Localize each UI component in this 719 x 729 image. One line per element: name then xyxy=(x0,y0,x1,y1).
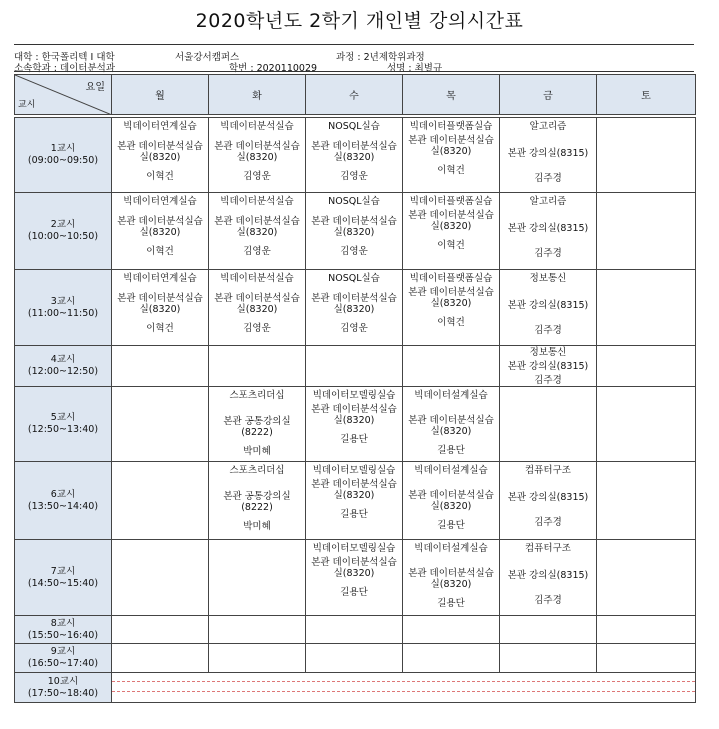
period-axis-label: 교시 xyxy=(18,100,36,110)
subject: 컴퓨터구조 xyxy=(525,465,571,476)
empty-cell xyxy=(597,193,696,270)
period-10 xyxy=(15,673,112,703)
class-cell-tue-1[interactable] xyxy=(209,118,306,193)
empty-cell xyxy=(209,644,306,673)
period-time: (13:50~14:40) xyxy=(27,500,99,512)
class-cell-tue-3[interactable] xyxy=(209,270,306,346)
empty-cell xyxy=(403,644,500,673)
professor: 길용단 xyxy=(340,509,368,520)
empty-cell xyxy=(597,387,696,462)
class-cell-fri-3[interactable] xyxy=(500,270,597,346)
period-9 xyxy=(15,644,112,673)
class-cell-wed-5[interactable] xyxy=(306,387,403,462)
subject: 정보통신 xyxy=(529,273,567,284)
class-cell-wed-3[interactable] xyxy=(306,270,403,346)
period-time: (15:50~16:40) xyxy=(27,629,99,641)
subject: NOSQL실습 xyxy=(328,196,380,207)
class-cell-wed-2[interactable] xyxy=(306,193,403,270)
room: 본관 데이터분석실습실(8320) xyxy=(311,404,397,426)
period-time: (09:00~09:50) xyxy=(27,155,99,166)
room: 본관 강의실(8315) xyxy=(507,570,589,581)
room: 본관 공통강의실(8222) xyxy=(223,416,291,438)
room: 본관 데이터분석실습실(8320) xyxy=(214,141,300,163)
class-cell-fri-2[interactable] xyxy=(500,193,597,270)
room: 본관 강의실(8315) xyxy=(507,223,589,234)
period-name: 6교시 xyxy=(50,488,76,500)
empty-cell xyxy=(112,462,209,540)
professor: 이혁건 xyxy=(146,323,174,334)
class-cell-wed-1[interactable] xyxy=(306,118,403,193)
room: 본관 데이터분석실습실(8320) xyxy=(311,216,397,238)
class-cell-tue-5[interactable] xyxy=(209,387,306,462)
period-name: 1교시 xyxy=(50,143,76,154)
subject: 스포츠리더십 xyxy=(229,390,285,401)
empty-cell xyxy=(500,644,597,673)
subject: NOSQL실습 xyxy=(328,121,380,132)
empty-cell xyxy=(112,644,209,673)
room: 본관 데이터분석실습실(8320) xyxy=(311,557,397,579)
empty-cell xyxy=(209,616,306,644)
class-cell-thu-5[interactable] xyxy=(403,387,500,462)
class-cell-thu-3[interactable] xyxy=(403,270,500,346)
campus-info: 서울강서캠퍼스 xyxy=(175,52,240,63)
professor: 김주경 xyxy=(534,517,562,528)
subject: 빅데이터연계실습 xyxy=(123,273,197,284)
dashed-line xyxy=(112,691,695,692)
period-2 xyxy=(15,193,112,270)
subject: 빅데이터설계실습 xyxy=(414,465,488,476)
timetable xyxy=(14,74,696,703)
room: 본관 데이터분석실습실(8320) xyxy=(408,490,494,512)
empty-cell xyxy=(112,387,209,462)
period-8 xyxy=(15,616,112,644)
class-cell-tue-6[interactable] xyxy=(209,462,306,540)
day-axis-label: 요일 xyxy=(85,82,105,93)
class-cell-fri-6[interactable] xyxy=(500,462,597,540)
empty-cell xyxy=(209,346,306,387)
period-name: 7교시 xyxy=(50,565,76,577)
professor: 김영운 xyxy=(340,171,368,182)
subject: 빅데이터연계실습 xyxy=(123,196,197,207)
subject: 빅데이터플랫폼실습 xyxy=(409,196,493,207)
room: 본관 데이터분석실습실(8320) xyxy=(408,287,494,309)
professor: 길용단 xyxy=(340,587,368,598)
subject: 빅데이터분석실습 xyxy=(220,273,294,284)
period-time: (16:50~17:40) xyxy=(27,658,99,669)
room: 본관 데이터분석실습실(8320) xyxy=(408,415,494,437)
class-cell-wed-7[interactable] xyxy=(306,540,403,616)
room: 본관 데이터분석실습실(8320) xyxy=(214,293,300,315)
subject: 빅데이터모델링실습 xyxy=(312,465,396,476)
day-header-tue: 화 xyxy=(209,75,306,115)
empty-cell xyxy=(112,346,209,387)
empty-cell xyxy=(112,540,209,616)
university-info: 대학 : 한국폴리텍 I 대학 xyxy=(14,52,115,63)
period-time: (12:00~12:50) xyxy=(27,366,99,377)
period-time: (17:50~18:40) xyxy=(27,687,99,699)
student-name-info: 성명 : 최별규 xyxy=(387,63,443,74)
empty-cell xyxy=(500,387,597,462)
class-cell-thu-1[interactable] xyxy=(403,118,500,193)
period-5 xyxy=(15,387,112,462)
professor: 이혁건 xyxy=(437,240,465,251)
subject: 빅데이터플랫폼실습 xyxy=(409,273,493,284)
day-header-wed: 수 xyxy=(306,75,403,115)
room: 본관 데이터분석실습실(8320) xyxy=(117,293,203,315)
professor: 이혁건 xyxy=(146,246,174,257)
period-name: 10교시 xyxy=(47,675,79,687)
room: 본관 데이터분석실습실(8320) xyxy=(117,216,203,238)
empty-cell xyxy=(597,540,696,616)
period-4 xyxy=(15,346,112,387)
subject: 정보통신 xyxy=(529,347,567,358)
professor: 김주경 xyxy=(534,325,562,336)
professor: 김영운 xyxy=(243,246,271,257)
room: 본관 데이터분석실습실(8320) xyxy=(311,293,397,315)
period-6 xyxy=(15,462,112,540)
professor: 김주경 xyxy=(534,248,562,259)
room: 본관 강의실(8315) xyxy=(507,492,589,503)
room: 본관 강의실(8315) xyxy=(507,148,589,159)
professor: 길용단 xyxy=(437,598,465,609)
empty-cell xyxy=(306,644,403,673)
professor: 김영운 xyxy=(340,323,368,334)
professor: 박미혜 xyxy=(243,521,271,532)
professor: 김주경 xyxy=(534,173,562,184)
room: 본관 강의실(8315) xyxy=(507,361,589,372)
subject: 빅데이터분석실습 xyxy=(220,121,294,132)
room: 본관 데이터분석실습실(8320) xyxy=(214,216,300,238)
class-cell-mon-3[interactable] xyxy=(112,270,209,346)
empty-cell xyxy=(597,616,696,644)
class-cell-wed-6[interactable] xyxy=(306,462,403,540)
professor: 김주경 xyxy=(534,595,562,606)
subject: 빅데이터모델링실습 xyxy=(312,543,396,554)
corner-header xyxy=(15,75,112,115)
period-time: (12:50~13:40) xyxy=(27,424,99,435)
class-cell-mon-1[interactable] xyxy=(112,118,209,193)
empty-cell xyxy=(306,346,403,387)
empty-cell xyxy=(403,616,500,644)
subject: 빅데이터분석실습 xyxy=(220,196,294,207)
subject: 빅데이터플랫폼실습 xyxy=(409,121,493,132)
class-cell-thu-2[interactable] xyxy=(403,193,500,270)
subject: NOSQL실습 xyxy=(328,273,380,284)
empty-cell xyxy=(597,644,696,673)
subject: 빅데이터모델링실습 xyxy=(312,390,396,401)
class-cell-fri-4[interactable] xyxy=(500,346,597,387)
subject: 알고리즘 xyxy=(529,196,567,207)
empty-cell xyxy=(500,616,597,644)
professor: 김영운 xyxy=(243,171,271,182)
empty-cell xyxy=(112,616,209,644)
class-cell-thu-7[interactable] xyxy=(403,540,500,616)
professor: 이혁건 xyxy=(437,317,465,328)
subject: 알고리즘 xyxy=(529,121,567,132)
professor: 김영운 xyxy=(243,323,271,334)
professor: 이혁건 xyxy=(437,165,465,176)
period-name: 3교시 xyxy=(50,295,76,307)
day-header-sat: 토 xyxy=(597,75,696,115)
professor: 박미혜 xyxy=(243,446,271,457)
professor: 김영운 xyxy=(340,246,368,257)
professor: 길용단 xyxy=(437,445,465,456)
empty-cell xyxy=(597,462,696,540)
subject: 컴퓨터구조 xyxy=(525,543,571,554)
class-cell-fri-7[interactable] xyxy=(500,540,597,616)
day-header-mon: 월 xyxy=(112,75,209,115)
period-time: (11:00~11:50) xyxy=(27,307,99,319)
period-1 xyxy=(15,118,112,193)
student-id-info: 학번 : 2020110029 xyxy=(229,63,318,74)
professor: 김주경 xyxy=(534,375,562,386)
room: 본관 데이터분석실습실(8320) xyxy=(408,210,494,232)
empty-cell xyxy=(306,616,403,644)
period-name: 9교시 xyxy=(50,646,76,657)
period-7 xyxy=(15,540,112,616)
empty-cell xyxy=(597,346,696,387)
room: 본관 강의실(8315) xyxy=(507,300,589,311)
room: 본관 데이터분석실습실(8320) xyxy=(311,479,397,501)
department-info: 소속학과 : 데이터분석과 xyxy=(14,63,116,74)
empty-cell xyxy=(597,270,696,346)
day-header-fri: 금 xyxy=(500,75,597,115)
room: 본관 데이터분석실습실(8320) xyxy=(408,568,494,590)
professor: 길용단 xyxy=(340,434,368,445)
class-cell-fri-1[interactable] xyxy=(500,118,597,193)
subject: 빅데이터연계실습 xyxy=(123,121,197,132)
period-name: 5교시 xyxy=(50,412,76,423)
header-divider xyxy=(14,44,694,45)
period-3 xyxy=(15,270,112,346)
professor: 길용단 xyxy=(437,520,465,531)
period-name: 4교시 xyxy=(50,354,76,365)
period-name: 8교시 xyxy=(50,617,76,629)
class-cell-thu-6[interactable] xyxy=(403,462,500,540)
room: 본관 공통강의실(8222) xyxy=(223,491,291,513)
day-header-thu: 목 xyxy=(403,75,500,115)
period-time: (14:50~15:40) xyxy=(27,577,99,589)
room: 본관 데이터분석실습실(8320) xyxy=(311,141,397,163)
subject: 스포츠리더십 xyxy=(229,465,285,476)
page-title: 2020학년도 2학기 개인별 강의시간표 xyxy=(195,10,524,32)
period-name: 2교시 xyxy=(50,219,76,230)
period-time: (10:00~10:50) xyxy=(27,231,99,242)
subject: 빅데이터설계실습 xyxy=(414,390,488,401)
header-divider xyxy=(14,71,694,72)
class-cell-tue-2[interactable] xyxy=(209,193,306,270)
room: 본관 데이터분석실습실(8320) xyxy=(117,141,203,163)
dashed-line xyxy=(112,681,695,682)
course-info: 과정 : 2년제학위과정 xyxy=(336,52,425,63)
room: 본관 데이터분석실습실(8320) xyxy=(408,135,494,157)
empty-cell xyxy=(403,346,500,387)
class-cell-mon-2[interactable] xyxy=(112,193,209,270)
subject: 빅데이터설계실습 xyxy=(414,543,488,554)
empty-cell xyxy=(209,540,306,616)
empty-row xyxy=(112,673,696,703)
professor: 이혁건 xyxy=(146,171,174,182)
empty-cell xyxy=(597,118,696,193)
